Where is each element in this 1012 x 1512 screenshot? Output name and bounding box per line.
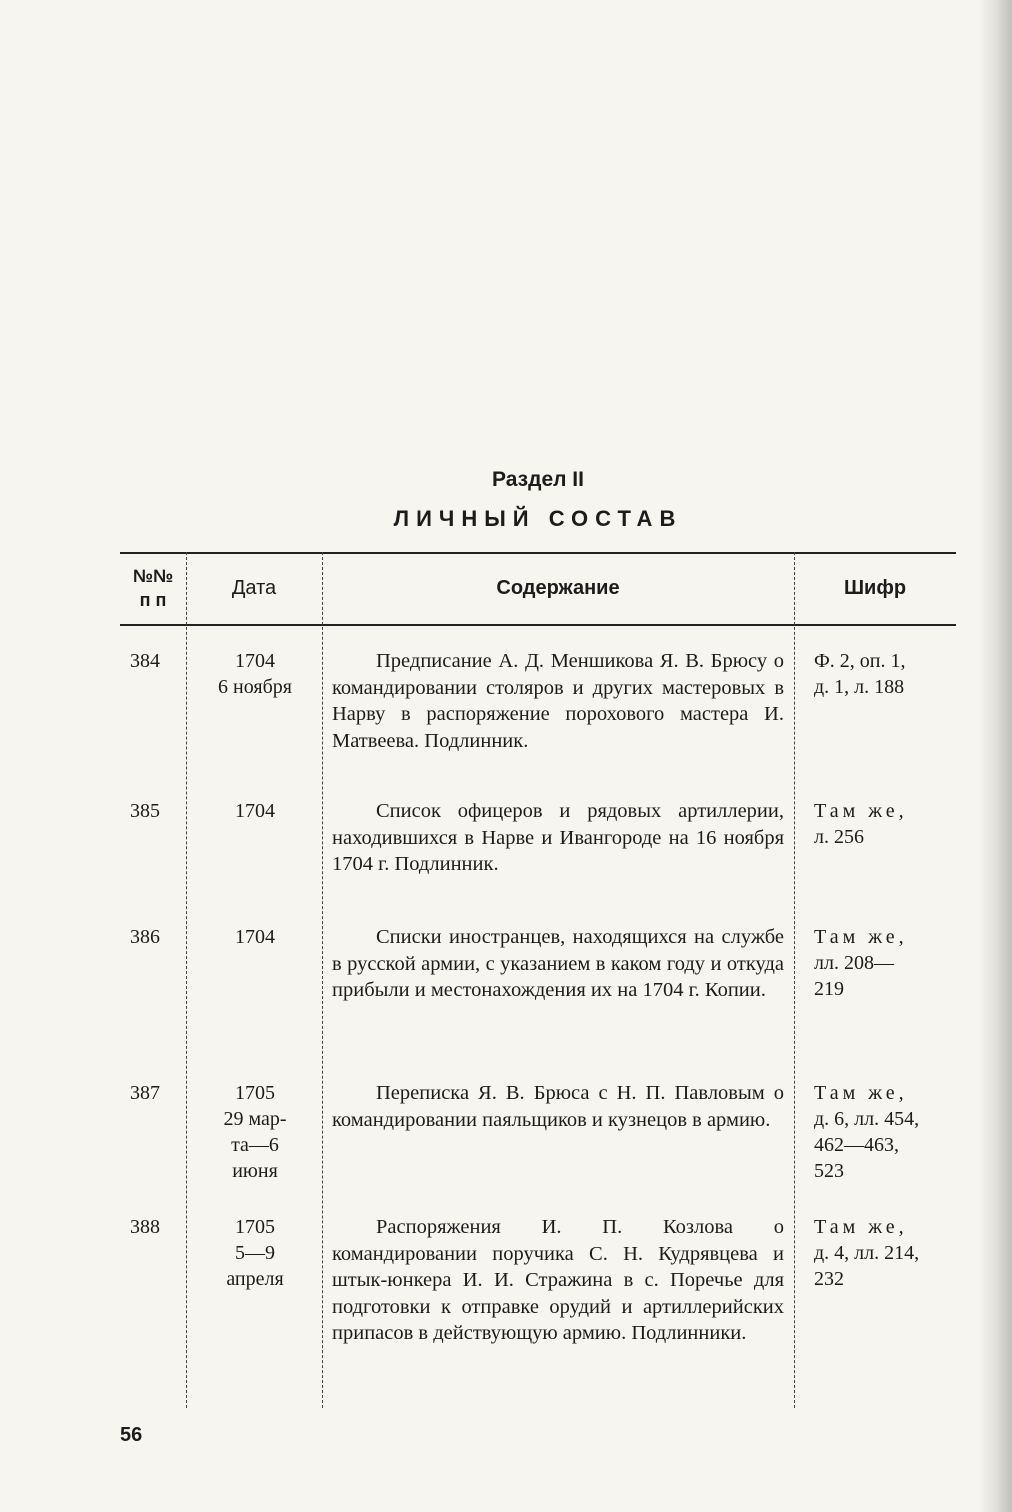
page-number: 56 [120, 1424, 143, 1446]
row-cipher-line: 462—463, [814, 1134, 899, 1156]
row-date-line: июня [232, 1160, 278, 1182]
row-date [190, 648, 320, 700]
row-cipher-line: Там же, [814, 926, 908, 948]
row-number: 387 [130, 1082, 160, 1104]
row-date-line: 29 мар- [223, 1108, 287, 1130]
row-date-line: 6 ноября [218, 676, 292, 698]
row-number: 385 [130, 800, 160, 822]
row-cipher-line: 219 [814, 978, 844, 1000]
header-number-line2: п п [139, 590, 167, 610]
row-content: Предписание А. Д. Меншикова Я. В. Брюсу о командировании столяров и других мастеровых в Нарву в распоряжение порохового мастера И. Матвеева. Подлинник. [332, 650, 784, 752]
row-date [190, 798, 320, 824]
table-header-rule [120, 624, 956, 626]
row-cipher-line: Там же, [814, 1082, 908, 1104]
row-date-line: 1704 [235, 650, 275, 672]
row-cipher-line: Ф. 2, оп. 1, [814, 650, 906, 672]
row-cipher [814, 1214, 956, 1292]
row-content: Списки иностранцев, находящихся на службе в русской армии, с указанием в каком году и откуда прибыли и местонахождения их на 1704 г. Копии. [332, 926, 784, 1001]
row-date [190, 924, 320, 950]
row-cipher-line: Там же, [814, 1216, 908, 1238]
column-divider [186, 552, 187, 1408]
row-content: Переписка Я. В. Брюса с Н. П. Павловым о командировании паяльщиков и кузнецов в армию. [332, 1082, 784, 1131]
row-cipher [814, 798, 956, 850]
row-date-line: 1704 [235, 926, 275, 948]
row-content: Список офицеров и рядовых артиллерии, находившихся в Нарве и Ивангороде на 16 ноября 1704 г. Подлинник. [332, 800, 784, 875]
header-content: Содержание [496, 577, 620, 599]
header-number-line1: №№ [132, 566, 174, 586]
row-date-line: 1705 [235, 1082, 275, 1104]
page-edge-shadow [978, 0, 1012, 1512]
row-cipher [814, 1080, 956, 1184]
row-cipher-line: д. 6, лл. 454, [814, 1108, 920, 1130]
row-cipher [814, 648, 956, 700]
row-cipher [814, 924, 956, 1002]
row-cipher-line: 523 [814, 1160, 844, 1182]
row-date-line: 1704 [235, 800, 275, 822]
section-title: ЛИЧНЫЙ СОСТАВ [393, 506, 683, 531]
row-cipher-line: л. 256 [814, 826, 864, 848]
row-date-line: апреля [226, 1268, 284, 1290]
column-divider [322, 552, 323, 1408]
row-number: 384 [130, 650, 160, 672]
header-number [120, 552, 186, 624]
row-date [190, 1080, 320, 1184]
column-divider [794, 552, 795, 1408]
row-date-line: 1705 [235, 1216, 275, 1238]
row-date-line: та—6 [231, 1134, 279, 1156]
row-cipher-line: Там же, [814, 800, 908, 822]
row-date [190, 1214, 320, 1292]
header-date: Дата [231, 577, 277, 599]
row-cipher-line: лл. 208— [814, 952, 894, 974]
row-cipher-line: д. 4, лл. 214, [814, 1242, 920, 1264]
header-cipher: Шифр [843, 577, 907, 599]
row-number: 386 [130, 926, 160, 948]
row-date-line: 5—9 [235, 1242, 275, 1264]
section-label: Раздел II [492, 468, 584, 491]
row-cipher-line: д. 1, л. 188 [814, 676, 905, 698]
row-number: 388 [130, 1216, 160, 1238]
row-content: Распоряжения И. П. Козлова о командировании поручика С. Н. Кудрявцева и штык-юнкера И. И. Стражина в с. Поречье для подготовки к отправке орудий и артиллерийских припасов в действующую армию. Подлинники. [332, 1216, 784, 1344]
row-cipher-line: 232 [814, 1268, 844, 1290]
